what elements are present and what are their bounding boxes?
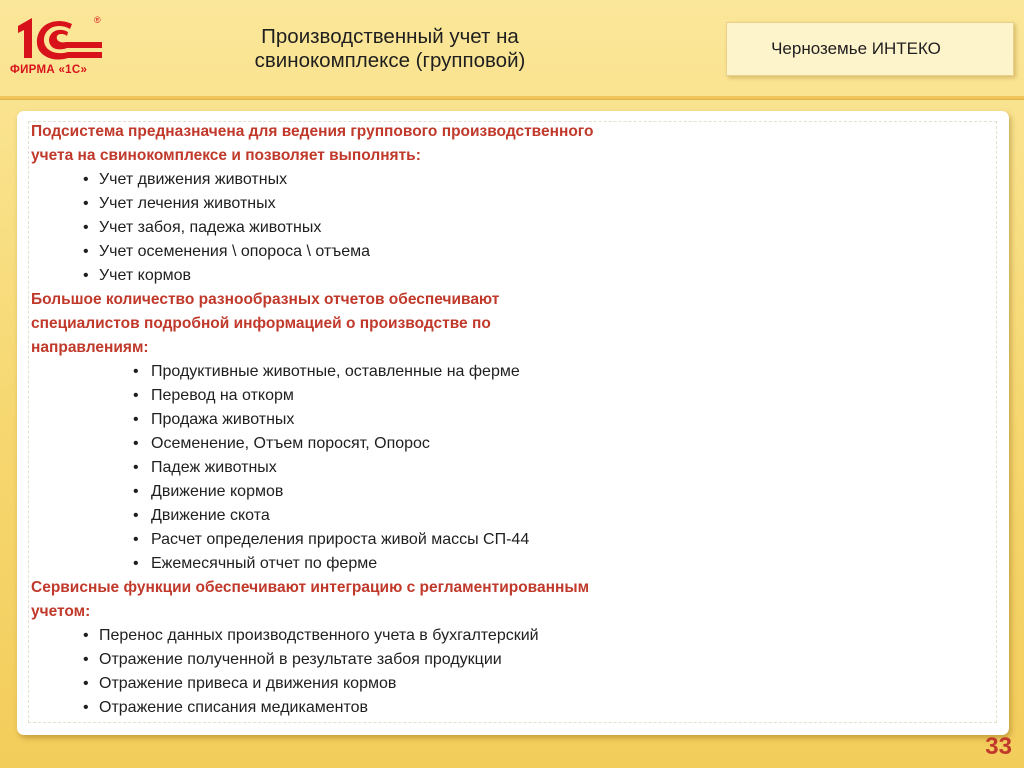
company-name: Черноземье ИНТЕКО xyxy=(771,39,941,58)
list-item: • Отражение списания медикаментов xyxy=(31,696,831,720)
company-logo xyxy=(10,12,120,82)
header-divider xyxy=(0,96,1024,100)
list-item: • Осеменение, Отъем поросят, Опорос xyxy=(31,432,831,456)
section-heading xyxy=(31,576,831,624)
registered-mark: ® xyxy=(94,15,101,25)
list-item: • Расчет определения прироста живой массы СП-44 xyxy=(31,528,831,552)
list-item: • Учет лечения животных xyxy=(31,192,831,216)
section-list xyxy=(31,168,831,288)
section-heading-line: направлениям: xyxy=(31,339,149,356)
list-item: • Отражение привеса и движения кормов xyxy=(31,672,831,696)
list-item: • Движение кормов xyxy=(31,480,831,504)
list-item: • Учет забоя, падежа животных xyxy=(31,216,831,240)
section-list xyxy=(31,360,831,576)
section-heading-line: Большое количество разнообразных отчетов обеспечивают xyxy=(31,291,500,308)
list-item: • Движение скота xyxy=(31,504,831,528)
list-item: • Отражение полученной в результате забоя продукции xyxy=(31,648,831,672)
1c-logo-icon xyxy=(10,12,110,64)
list-item: • Продажа животных xyxy=(31,408,831,432)
list-item: • Учет движения животных xyxy=(31,168,831,192)
section-heading-line: Подсистема предназначена для ведения группового производственного xyxy=(31,123,594,140)
logo-caption: ФИРМА «1С» xyxy=(10,64,88,76)
list-item: • Перенос данных производственного учета в бухгалтерский xyxy=(31,624,831,648)
section-heading-line: Сервисные функции обеспечивают интеграцию с регламентированным xyxy=(31,579,590,596)
page-title xyxy=(150,25,630,73)
section-heading xyxy=(31,120,831,168)
list-item: • Перевод на откорм xyxy=(31,384,831,408)
company-name-box xyxy=(726,22,1014,76)
section-heading-line: учетом: xyxy=(31,603,91,620)
section-heading-line: специалистов подробной информацией о производстве по xyxy=(31,315,491,332)
list-item: • Продуктивные животные, оставленные на ферме xyxy=(31,360,831,384)
section-heading-line: учета на свинокомплексе и позволяет выполнять: xyxy=(31,147,421,164)
list-item: • Учет осеменения \ опороса \ отъема xyxy=(31,240,831,264)
list-item: • Падеж животных xyxy=(31,456,831,480)
section-heading xyxy=(31,288,831,360)
list-item: • Ежемесячный отчет по ферме xyxy=(31,552,831,576)
page-title-line: свинокомплексе (групповой) xyxy=(254,49,526,72)
list-item: • Учет кормов xyxy=(31,264,831,288)
content-body xyxy=(31,120,831,720)
page-number: 33 xyxy=(985,733,1012,760)
page-title-line: Производственный учет на xyxy=(261,25,519,48)
section-list xyxy=(31,624,831,720)
